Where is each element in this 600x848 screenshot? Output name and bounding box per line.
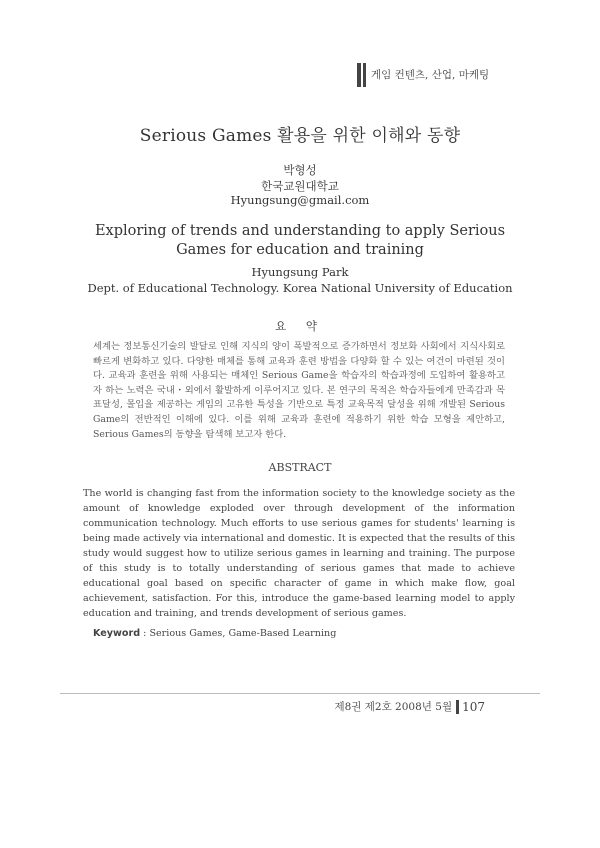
journal-issue: 제8권 제2호 2008년 5월 bbox=[334, 701, 453, 713]
page-number: 107 bbox=[462, 699, 485, 714]
english-affiliation: Dept. of Educational Technology. Korea National University of Education bbox=[87, 281, 513, 295]
keyword-line bbox=[93, 628, 336, 639]
section-tag-bar bbox=[357, 63, 361, 87]
korean-title: Serious Games 활용을 위한 이해와 동향 bbox=[139, 126, 461, 146]
english-author: Hyungsung Park bbox=[251, 265, 349, 279]
english-title: Exploring of trends and understanding to apply Serious Games for education and training bbox=[94, 223, 506, 258]
keyword-separator: : bbox=[140, 628, 150, 639]
korean-abstract-body: 세계는 정보통신기술의 발달로 인해 지식의 양이 폭발적으로 증가하면서 정보화 사회에서 지식사회로 빠르게 변화하고 있다. 다양한 매체를 통해 교육과 훈련 방법을 다양화 할 수 있는 여건이 마련된 것이다. 교육과 훈련을 위해 사용되는 매체인 Serious Game을 학습자의 학습과정에 도입하여 활용하고자 하는 노력은 국내・외에서 활발하게 이루어지고 있다. 본 연구의 목적은 학습자들에게 만족감과 목표달성, 몰입을 제공하는 게임의 고유한 특성을 기반으로 특정 교육목적 달성을 위해 개발된 Serious Game의 전반적인 이해에 있다. 이를 위해 교육과 훈련에 적용하기 위한 학습 모형을 제안하고, Serious Games의 동향을 탐색해 보고자 한다. bbox=[93, 341, 505, 440]
keyword-label: Keyword bbox=[93, 628, 141, 639]
footer bbox=[334, 699, 485, 714]
korean-author: 박형성 bbox=[283, 163, 317, 177]
keyword-value: Serious Games, Game-Based Learning bbox=[149, 628, 337, 639]
author-email: Hyungsung@gmail.com bbox=[230, 193, 370, 207]
english-abstract-body: The world is changing fast from the information society to the knowledge society as the amount of knowledge exploded over through development of the information communication technology. Much efforts to use serious games for students' learning is being made actively via international and domestic. It is expected that the results of this study would suggest how to utilize serious games in learning and training. The purpose of this study is to totally understanding of serious games that made to achieve educational goal based on specific character of game in which make flow, goal achievement, satisfaction. For this, introduce the game-based learning model to apply education and training, and trends development of serious games. bbox=[83, 488, 515, 619]
section-tag bbox=[357, 63, 490, 87]
section-tag-bar bbox=[363, 63, 366, 87]
korean-affiliation: 한국교원대학교 bbox=[261, 179, 339, 193]
footer-bar bbox=[456, 700, 459, 714]
footer-rule bbox=[60, 693, 540, 694]
english-abstract-heading: ABSTRACT bbox=[268, 461, 332, 474]
section-tag-label: 게임 컨텐츠, 산업, 마케팅 bbox=[371, 69, 490, 81]
korean-abstract-heading: 요 약 bbox=[275, 319, 325, 333]
